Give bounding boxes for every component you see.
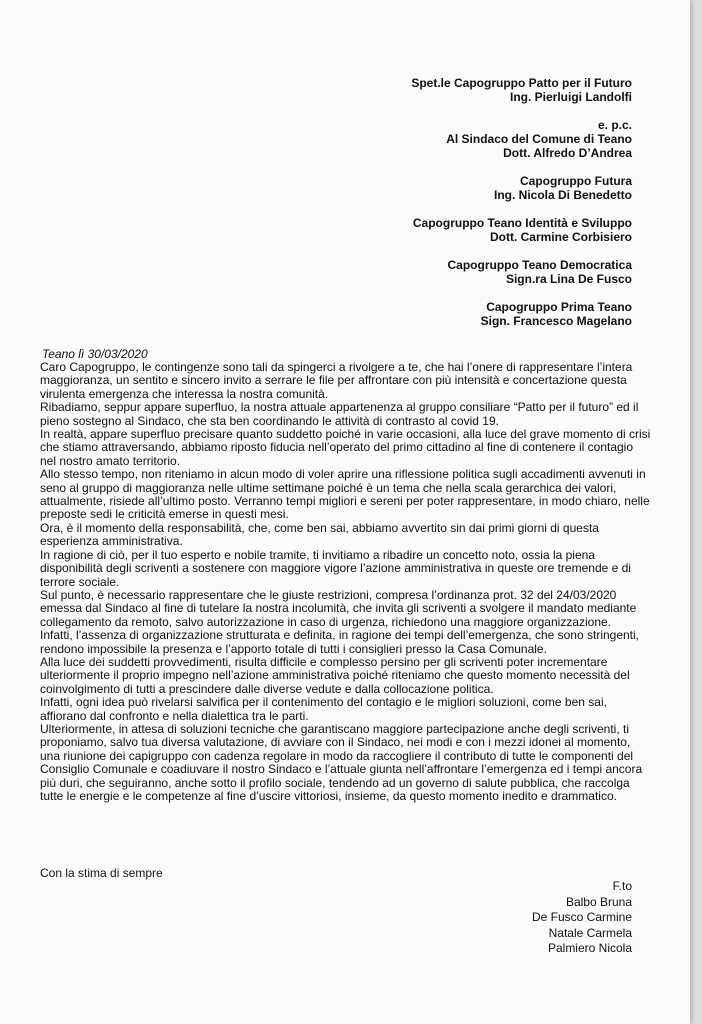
recipient-line: Capogruppo Teano Democratica [447, 258, 632, 272]
body-paragraph: In ragione di ciò, per il tuo esperto e nobile tramite, ti invitiamo a ribadire un concetto noto, ossia la piena disponibilità degli scriventi a sostenere con maggiore vigore l’azione amministrativa in queste ore tremende e di terrore sociale. [40, 547, 631, 589]
recipients-block [272, 76, 632, 342]
recipient-sindaco [272, 118, 632, 160]
body-paragraph: Infatti, ogni idea può rivelarsi salvifica per il contenimento del contagio e le migliori soluzioni, come ben sai, affiorano dal confronto e nella dialettica tra le parti. [40, 695, 607, 723]
letter-body [40, 361, 652, 803]
body-paragraph: Ulteriormente, in attesa di soluzioni tecniche che garantiscano maggiore partecipazione anche degli scriventi, ti proponiamo, salvo tua diversa valutazione, di avviare con il Sindaco, nei modi e con i mezzi idonei al momento, una riunione dei capigruppo con cadenza regolare in modo da raccogliere il contributo di tutte le componenti del Consiglio Comunale e coadiuvare il nostro Sindaco e l’attuale giunta nell’affrontare l’emergenza ed i tempi ancora più duri, che seguiranno, anche sotto il profilo sociale, tendendo ad un governo di salute pubblica, che raccolga tutte le energie e le competenze al fine d’uscire vittoriosi, insieme, da questo momento inedito e drammatico. [40, 721, 643, 803]
recipient-line: Capogruppo Futura [520, 174, 632, 188]
body-paragraph: In realtà, appare superfluo precisare quanto suddetto poiché in varie occasioni, alla luce del grave momento di crisi che stiamo attraversando, abbiamo riposto fiducia nell’operato del primo cittadino al fine di contenere il contagio nel nostro amato territorio. [40, 427, 651, 468]
recipient-line: Spet.le Capogruppo Patto per il Futuro [411, 76, 632, 90]
letter-date: Teano lì 30/03/2020 [42, 347, 148, 361]
signatory-name: Balbo Bruna [565, 894, 632, 909]
signature-label: F.to [612, 879, 632, 893]
signature-block [532, 879, 632, 957]
recipient-line: Ing. Pierluigi Landolfi [510, 90, 632, 104]
body-paragraph: Ribadiamo, seppur appare superfluo, la nostra attuale appartenenza al gruppo consiliare “Patto per il futuro” ed il pieno sostegno al Sindaco, che sta ben coordinando le attività di contrasto al covid 19. [40, 400, 639, 428]
signatory-name: Palmiero Nicola [547, 941, 632, 956]
body-paragraph: Infatti, l’assenza di organizzazione strutturata e definita, in ragione dei tempi dell’emergenza, che sono stringenti, rendono impossibile la presenza e l’apporto totale di tutti i consiglieri presso la Casa Comunale. [40, 628, 640, 656]
recipient-line: e. p.c. [597, 118, 632, 132]
signatory-name: De Fusco Carmine [531, 910, 632, 925]
recipient-line: Sign.ra Lina De Fusco [505, 272, 632, 286]
recipient-prima-teano [272, 300, 632, 328]
recipient-line: Capogruppo Prima Teano [486, 300, 632, 314]
letter-closing: Con la stima di sempre [40, 866, 163, 880]
recipient-line: Sign. Francesco Magelano [480, 314, 632, 328]
body-paragraph: Caro Capogruppo, le contingenze sono tali da spingerci a rivolgere a te, che hai l’onere di rappresentare l’intera maggioranza, un sentito e sincero invito a serrare le file per affrontare con più intensità e concertazione questa virulenta emergenza che interessa la nostra comunità. [40, 360, 633, 401]
body-paragraph: Ora, è il momento della responsabilità, che, come ben sai, abbiamo avvertito sin dai primi giorni di questa esperienza amministrativa. [40, 520, 599, 549]
recipient-line: Ing. Nicola Di Benedetto [493, 188, 632, 202]
body-paragraph: Allo stesso tempo, non riteniamo in alcun modo di voler aprire una riflessione politica sugli accadimenti avvenuti in seno al gruppo di maggioranza nelle ultime settimane poiché è un tema che nella scala gerarchica dei valori, attualmente, risiede all’ultimo posto. Verranno tempi migliori e sereni per poter rappresentare, in modo chiaro, nelle preposte sedi le criticità emerse in questi mesi. [40, 467, 650, 522]
recipient-futura [272, 174, 632, 202]
body-paragraph: Sul punto, è necessario rappresentare che le giuste restrizioni, compresa l’ordinanza prot. 32 del 24/03/2020 emessa dal Sindaco al fine di tutelare la nostra incolumità, che invita gli scriventi a svolgere il mandato mediante collegamento da remoto, salvo autorizzazione in caso di urgenza, richiedono una maggiore organizzazione. [40, 587, 637, 629]
recipient-line: Capogruppo Teano Identità e Sviluppo [412, 216, 632, 230]
signatory-name: Natale Carmela [548, 925, 632, 940]
recipient-teano-democratica [272, 258, 632, 286]
body-paragraph: Alla luce dei suddetti provvedimenti, risulta difficile e complesso persino per gli scriventi poter incrementare ulteriormente il proprio impegno nell’azione amministrativa poiché riteniamo che questo momento necessità del coinvolgimento di tutti a prescindere dalle diverse vedute e dalla collocazione politica. [40, 654, 630, 696]
recipient-line: Al Sindaco del Comune di Teano [446, 132, 632, 146]
recipient-line: Dott. Alfredo D’Andrea [503, 146, 632, 160]
recipient-patto-per-il-futuro [272, 76, 632, 104]
recipient-teano-identita [272, 216, 632, 244]
recipient-line: Dott. Carmine Corbisiero [489, 230, 632, 244]
